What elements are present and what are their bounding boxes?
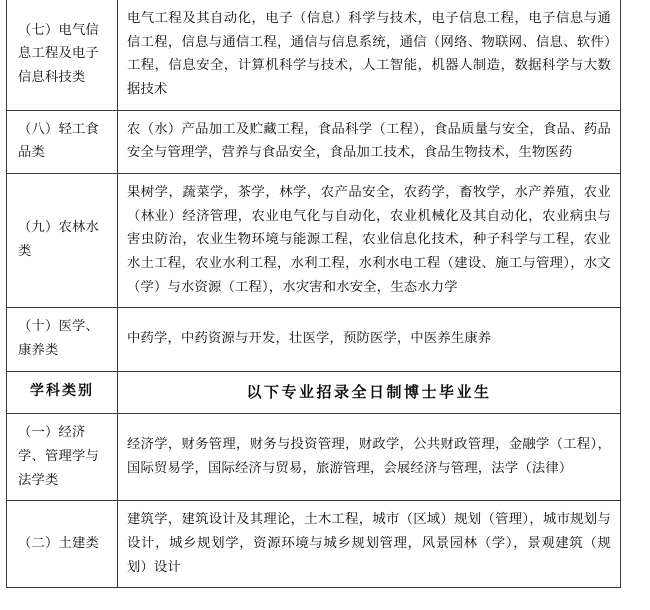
row-category-label: （十）医学、康养类 — [18, 319, 99, 358]
row-category-cell — [7, 308, 118, 371]
row-description-cell: 电气工程及其自动化，电子（信息）科学与技术，电子信息工程，电子信息与通信工程，信息与通信工程，通信与信息系统，通信（网络、物联网、信息、软件）工程，信息安全，计算机科学与技术，人工智能，机器人制造，数据科学与大数据技术 — [118, 0, 621, 110]
section-header-row — [7, 371, 621, 414]
row-description-cell: 果树学，蔬菜学，茶学，林学，农产品安全，农药学，畜牧学，水产养殖，农业（林业）经济管理，农业电气化与自动化，农业机械化及其自动化，农业病虫与害虫防治，农业生物环境与能源工程，农业信息化技术，种子科学与工程，农业水土工程，农业水利工程，水利工程，水利水电工程（建设、施工与管理），水文（学）与水资源（工程），水灾害和水安全，生态水力学 — [118, 173, 621, 307]
majors-table — [6, 0, 621, 588]
row-description-cell: 经济学，财务管理，财务与投资管理，财政学，公共财政管理，金融学（工程），国际贸易学，国际经济与贸易，旅游管理，会展经济与管理，法学（法律） — [118, 414, 621, 501]
section-header-title: 以下专业招录全日制博士毕业生 — [118, 371, 621, 414]
majors-table-body — [7, 0, 621, 588]
row-category-cell — [7, 173, 118, 307]
row-description-cell: 农（水）产品加工及贮藏工程，食品科学（工程），食品质量与安全，食品、药品安全与管理学，营养与食品安全，食品加工技术，食品生物技术，生物医药 — [118, 110, 621, 173]
row-description-cell: 中药学，中药资源与开发，壮医学，预防医学，中医养生康养 — [118, 308, 621, 371]
row-category-label: （八）轻工食品类 — [18, 121, 99, 161]
row-category-label: （一）经济学、管理学与法学类 — [18, 425, 99, 488]
table-row — [7, 308, 621, 371]
row-category-cell — [7, 414, 118, 501]
section-header-category-label: 学科类别 — [30, 383, 94, 400]
table-row — [7, 110, 621, 173]
row-category-cell — [7, 110, 118, 173]
table-row — [7, 173, 621, 307]
row-category-label: （七）电气信息工程及电子信息科技类 — [18, 22, 99, 86]
row-category-label: （二）土建类 — [18, 535, 99, 551]
section-header-category-cell — [7, 371, 118, 414]
table-row — [7, 0, 621, 110]
table-row — [7, 501, 621, 588]
table-row — [7, 414, 621, 501]
row-category-cell — [7, 501, 118, 588]
row-description-cell: 建筑学，建筑设计及其理论，土木工程，城市（区域）规划（管理），城市规划与设计，城乡规划学，资源环境与城乡规划管理，风景园林（学），景观建筑（规划）设计 — [118, 501, 621, 588]
row-category-cell — [7, 0, 118, 110]
row-category-label: （九）农林水类 — [18, 220, 99, 260]
